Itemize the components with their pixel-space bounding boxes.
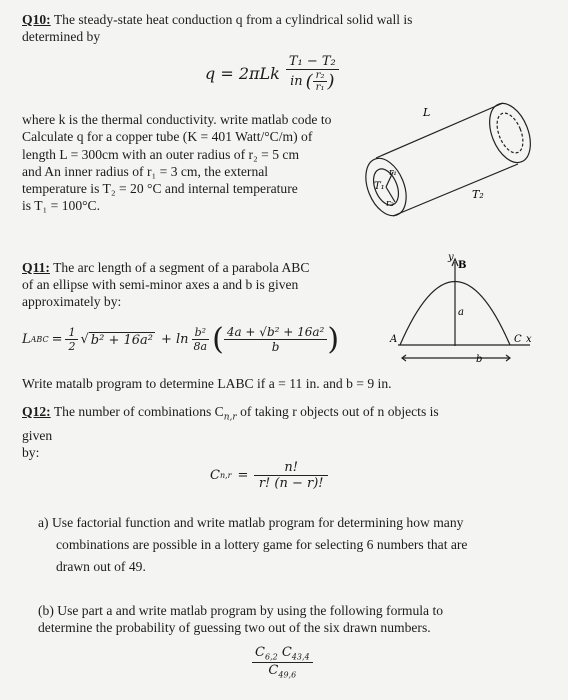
q11-intro-line: approximately by: — [22, 294, 122, 309]
fig-label-a: a — [458, 307, 464, 318]
fig-label-B: B — [458, 260, 467, 271]
fig-label-r2: r₂ — [386, 199, 394, 209]
q12-prob-den — [265, 663, 299, 680]
q10-eq-ratio — [313, 70, 328, 93]
q12-prob-num — [252, 645, 313, 663]
q12-prob-den-c: C — [268, 662, 279, 678]
q11-eq-paren-frac — [224, 325, 328, 354]
q12-equation: C n,r = $\frac{n!}{r! (n - r)!}$ — [210, 460, 328, 491]
q10-eq-ratio-den: r₁ — [315, 82, 325, 93]
q11-intro — [22, 259, 352, 310]
q10-eq-lhs: q = 2πLk — [205, 64, 280, 83]
q12-prob-num-b-sub: 43,4 — [291, 652, 310, 662]
q12-part-b-line: determine the probability of guessing two out of the six drawn numbers. — [38, 620, 431, 635]
q12-eq-lhs-sub: n,r — [219, 471, 232, 480]
q11-eq-ln: + ln — [160, 332, 189, 347]
q11-eq-half-den: 2 — [68, 340, 76, 353]
q11-eq-frac2 — [191, 326, 211, 353]
q11-intro-line: of an ellipse with semi-minor axes a and b is given — [22, 277, 299, 292]
q10-eq-den-prefix: in — [290, 74, 303, 89]
fig-label-T1: T₁ — [374, 181, 385, 192]
q10-body-line: and An inner radius of r₁ = 3 cm, the external — [22, 163, 269, 179]
cylinder-figure — [360, 92, 565, 227]
q11-eq-half — [65, 326, 78, 353]
fig-label-r1: r₁ — [389, 168, 397, 178]
q10-equation — [205, 54, 339, 93]
q11-eq-sqrt: b² + 16a² — [90, 332, 153, 348]
q12-eq-lhs: C — [210, 468, 220, 483]
q12-intro-line3: by: — [22, 444, 40, 460]
fig-label-T2: T₂ — [472, 188, 484, 201]
q12-part-a-line: a) Use factorial function and write matlab program for determining how many — [38, 515, 464, 530]
q12-prob-num-a: C — [255, 645, 265, 660]
q12-label: Q12: — [22, 404, 51, 419]
q12-intro-line1: The number of combinations C — [50, 404, 224, 419]
q12-prob-num-b: C — [277, 645, 292, 660]
q11-eq-paren-den: b — [271, 340, 280, 354]
q12-probability-formula — [252, 645, 313, 679]
q10-intro-line2: determined by — [22, 29, 101, 44]
fig-label-L: L — [423, 106, 431, 119]
q12-eq-num: n! — [254, 460, 328, 476]
q10-body-line: temperature is T₂ = 20 °C and internal temperature — [22, 181, 298, 197]
q10-eq-fraction — [286, 54, 339, 93]
q12-part-a — [38, 512, 548, 578]
q11-eq-paren-num: 4a + √b² + 16a² — [224, 325, 328, 340]
q10-body-line: is T₁ = 100°C. — [22, 198, 101, 214]
q12-eq-fraction — [254, 460, 328, 491]
q10-eq-denominator: in ( $\frac{\text{r₂}}{\text{r₁}}$ ) — [290, 70, 335, 93]
q12-intro — [22, 403, 542, 461]
q10-body-line: where k is the thermal conductivity. write matlab code to — [22, 112, 332, 127]
q12-intro-line2: given — [22, 427, 53, 443]
q12-intro-rest: of taking r objects out of n objects is — [236, 404, 439, 419]
fig-label-y: y — [448, 252, 454, 263]
q12-prob-fraction — [252, 645, 313, 679]
fig-label-A: A — [390, 334, 398, 345]
q11-eq-frac2-den: 8a — [193, 340, 208, 353]
fig-label-b: b — [476, 354, 483, 365]
q12-intro-sub: n,r — [223, 412, 237, 423]
q12-part-b — [38, 602, 548, 636]
q12-prob-den-sub: 49,6 — [278, 670, 297, 680]
q12-prob-num-a-sub: 6,2 — [264, 652, 278, 662]
q11-eq-lhs-sub: ABC — [30, 335, 49, 344]
q11-eq-lhs: L — [22, 332, 31, 347]
fig-label-C: C — [514, 334, 522, 345]
q11-eq-half-num: 1 — [65, 326, 78, 340]
q10-eq-ratio-num: r₂ — [313, 70, 328, 82]
q12-part-a-line: combinations are possible in a lottery game for selecting 6 numbers that are — [56, 537, 468, 552]
q11-intro-line: The arc length of a segment of a parabola ABC — [49, 260, 310, 275]
q11-equation: L ABC = $\frac{1}{2}$ √ b² + 16a² + ln $\frac{\text{b²}}{8a}$ ( $\frac{\text{4a + √b² + 16a²}}{b}$ ) — [22, 322, 340, 357]
q10-eq-numerator: T₁ − T₂ — [286, 54, 339, 70]
q11-task: Write matalb program to determine LABC if a = 11 in. and b = 9 in. — [22, 376, 392, 391]
q10-intro — [22, 11, 482, 45]
q10-body-line: Calculate q for a copper tube (K = 401 Watt/°C/m) of — [22, 129, 313, 145]
q10-body-line: length L = 300cm with an outer radius of r₂ = 5 cm — [22, 146, 300, 162]
q12-part-b-line: (b) Use part a and write matlab program by using the following formula to — [38, 603, 444, 618]
q12-eq-den: r! (n − r)! — [258, 476, 324, 491]
q11-label: Q11: — [22, 260, 50, 275]
q11-eq-frac2-num: b² — [192, 326, 209, 340]
q10-body — [22, 111, 372, 215]
q10-intro-line1: The steady-state heat conduction q from a cylindrical solid wall is — [50, 12, 413, 27]
q12-part-a-line: drawn out of 49. — [56, 559, 146, 574]
fig-label-x: x — [526, 334, 532, 345]
parabola-figure — [388, 248, 538, 366]
q10-label: Q10: — [22, 12, 51, 27]
